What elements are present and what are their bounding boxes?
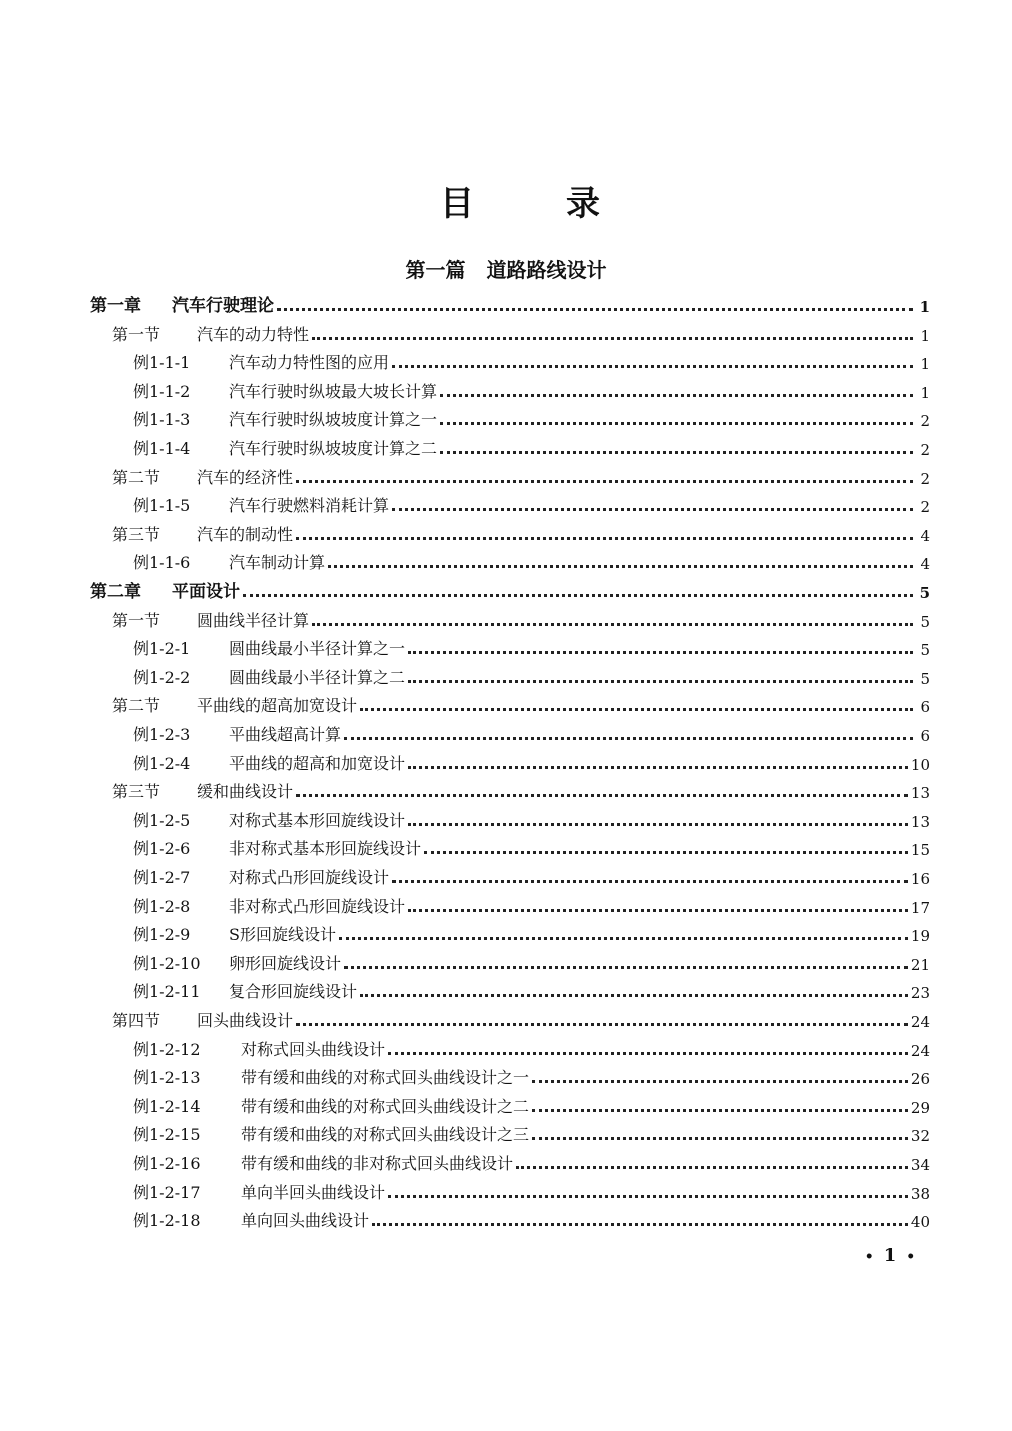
toc-entry-page: 2 [920,441,930,459]
toc-entry-title: 汽车制动计算 [229,553,326,572]
toc-entry-label [112,779,293,802]
toc-entry-label [112,693,357,716]
toc-entry-title: 对称式回头曲线设计 [241,1040,386,1059]
toc-entry-title: 卵形回旋线设计 [229,954,342,973]
toc-entry-label [133,1180,385,1203]
title-char-1: 目 [440,184,474,224]
toc-entry-example [133,1205,930,1231]
toc-entry-number: 例1-2-7 [133,868,191,887]
toc-entry-example [133,976,930,1002]
toc-entry-label [133,722,341,745]
toc-leader-dots [424,851,908,854]
toc-entry-page: 2 [920,412,930,430]
toc-entry-page: 1 [920,384,930,402]
part-name: 道路路线设计 [486,258,607,282]
toc-entry-section [112,319,930,345]
toc-entry-page: 10 [910,756,930,774]
toc-entry-section [112,690,930,716]
toc-entry-section [112,776,930,802]
toc-entry-number: 例1-2-14 [133,1097,201,1116]
toc-entry-label [133,436,437,459]
toc-entry-label [112,522,293,545]
toc-entry-page: 6 [920,698,930,716]
toc-leader-dots [440,422,913,425]
toc-entry-chapter [90,576,930,602]
toc-entry-label [90,577,240,602]
toc-entry-number: 例1-2-5 [133,811,191,830]
toc-entry-number: 例1-2-10 [133,954,201,973]
toc-entry-label [133,836,421,859]
toc-entry-label [133,636,405,659]
toc-leader-dots [344,737,913,740]
toc-leader-dots [296,537,913,540]
toc-entry-title: 圆曲线最小半径计算之一 [229,639,406,658]
toc-leader-dots [312,337,913,340]
toc-entry-example [133,1062,930,1088]
toc-entry-number: 第二节 [112,468,161,487]
toc-entry-title: 非对称式凸形回旋线设计 [229,897,406,916]
toc-entry-number: 第二章 [90,582,141,602]
toc-leader-dots [296,794,908,797]
toc-entry-label [133,865,389,888]
toc-entry-section [112,519,930,545]
toc-entry-example [133,1177,930,1203]
toc-entry-example [133,662,930,688]
toc-entry-label [133,1037,385,1060]
toc-entry-page: 1 [920,327,930,345]
toc-entry-page: 1 [919,298,930,316]
toc-leader-dots [388,1052,908,1055]
toc-entry-label [112,322,309,345]
toc-entry-example [133,347,930,373]
toc-entry-title: 汽车行驶时纵坡最大坡长计算 [229,382,438,401]
toc-entry-example [133,547,930,573]
toc-entry-page: 38 [910,1185,930,1203]
toc-leader-dots [440,394,913,397]
toc-entry-example [133,919,930,945]
toc-entry-title: 平面设计 [172,582,240,602]
toc-entry-title: 单向半回头曲线设计 [241,1183,386,1202]
toc-entry-example [133,404,930,430]
toc-entry-label [133,894,405,917]
toc-entry-label [133,979,357,1002]
toc-leader-dots [344,966,908,969]
toc-entry-label [90,291,274,316]
toc-entry-chapter [90,290,930,316]
bullet-right-icon: • [906,1249,916,1265]
toc-entry-example [133,1091,930,1117]
toc-entry-number: 例1-2-4 [133,754,191,773]
toc-entry-title: 对称式基本形回旋线设计 [229,811,406,830]
toc-entry-number: 例1-2-17 [133,1183,201,1202]
toc-entry-example [133,805,930,831]
toc-leader-dots [243,594,913,597]
toc-entry-number: 例1-2-9 [133,925,191,944]
toc-entry-title: 带有缓和曲线的对称式回头曲线设计之一 [241,1068,530,1087]
toc-entry-example [133,1119,930,1145]
toc-entry-number: 例1-1-3 [133,410,191,429]
toc-leader-dots [408,651,913,654]
toc-entry-label [133,379,437,402]
toc-leader-dots [392,880,908,883]
toc-entry-number: 例1-2-12 [133,1040,201,1059]
toc-entry-section [112,462,930,488]
toc-entry-page: 24 [910,1042,930,1060]
toc-entry-title: 汽车的经济性 [197,468,294,487]
toc-entry-number: 例1-1-4 [133,439,191,458]
toc-entry-page: 6 [920,727,930,745]
toc-entry-label [133,493,389,516]
toc-entry-number: 例1-1-2 [133,382,191,401]
toc-entry-number: 例1-2-1 [133,639,191,658]
toc-leader-dots [408,680,913,683]
toc-entry-example [133,891,930,917]
toc-leader-dots [392,365,913,368]
toc-entry-label [133,951,341,974]
toc-entry-example [133,862,930,888]
bullet-left-icon: • [864,1249,874,1265]
toc-entry-number: 例1-2-15 [133,1125,201,1144]
toc-entry-title: 汽车行驶理论 [172,296,274,316]
toc-leader-dots [532,1109,908,1112]
toc-entry-page: 34 [910,1156,930,1174]
toc-entry-example [133,719,930,745]
toc-entry-label [112,465,293,488]
toc-entry-page: 5 [920,641,930,659]
toc-entry-example [133,490,930,516]
toc-entry-title: 带有缓和曲线的对称式回头曲线设计之三 [241,1125,530,1144]
toc-entry-example [133,376,930,402]
toc-entry-label [133,922,336,945]
toc-entry-page: 4 [920,527,930,545]
toc-entry-label [133,1094,529,1117]
toc-entry-title: S形回旋线设计 [229,925,336,944]
part-heading [0,254,1012,283]
toc-entry-example [133,1148,930,1174]
toc-entry-page: 32 [910,1127,930,1145]
toc-leader-dots [532,1137,908,1140]
toc-entry-page: 26 [910,1070,930,1088]
toc-entry-page: 15 [910,841,930,859]
toc-entry-label [112,608,309,631]
toc-entry-title: 缓和曲线设计 [197,782,294,801]
toc-leader-dots [532,1080,908,1083]
toc-entry-page: 5 [920,670,930,688]
toc-entry-number: 第二节 [112,696,161,715]
toc-entry-number: 例1-1-1 [133,353,191,372]
toc-entry-example [133,748,930,774]
toc-entry-label [133,1151,513,1174]
toc-entry-title: 汽车行驶燃料消耗计算 [229,496,390,515]
toc-entry-page: 19 [910,927,930,945]
toc-entry-number: 第一节 [112,611,161,630]
toc-entry-title: 平曲线的超高和加宽设计 [229,754,406,773]
toc-leader-dots [296,1023,908,1026]
toc-leader-dots [408,766,908,769]
toc-entry-page: 23 [910,984,930,1002]
toc-entry-label [133,407,437,430]
toc-entry-example [133,633,930,659]
toc-entry-label [133,808,405,831]
toc-leader-dots [328,565,913,568]
toc-entry-number: 第四节 [112,1011,161,1030]
toc-entry-title: 汽车动力特性图的应用 [229,353,390,372]
toc-entry-page: 24 [910,1013,930,1031]
toc-entry-number: 第一章 [90,296,141,316]
toc-entry-example [133,1034,930,1060]
toc-leader-dots [360,708,913,711]
toc-entry-label [133,1122,529,1145]
toc-entry-page: 4 [920,555,930,573]
toc-entry-number: 例1-2-13 [133,1068,201,1087]
toc-entry-number: 例1-2-6 [133,839,191,858]
toc-entry-title: 非对称式基本形回旋线设计 [229,839,422,858]
toc-entry-number: 例1-2-16 [133,1154,201,1173]
toc-entry-page: 21 [910,956,930,974]
toc-leader-dots [277,308,913,311]
toc-entry-example [133,833,930,859]
toc-entry-page: 13 [910,784,930,802]
toc-leader-dots [408,823,908,826]
page-number [850,1245,930,1266]
toc-leader-dots [312,623,913,626]
toc-entry-title: 对称式凸形回旋线设计 [229,868,390,887]
toc-entry-label [133,350,389,373]
toc-entry-label [133,665,405,688]
toc-leader-dots [440,451,913,454]
toc-entry-example [133,948,930,974]
toc-entry-section [112,605,930,631]
toc-entry-number: 例1-2-18 [133,1211,201,1230]
toc-entry-number: 例1-2-8 [133,897,191,916]
toc-entry-example [133,433,930,459]
toc-entry-title: 圆曲线半径计算 [197,611,310,630]
toc-entry-page: 5 [919,584,930,602]
toc-entry-title: 汽车行驶时纵坡坡度计算之一 [229,410,438,429]
toc-entry-title: 单向回头曲线设计 [241,1211,370,1230]
toc-entry-title: 回头曲线设计 [197,1011,294,1030]
toc-entry-page: 16 [910,870,930,888]
toc-entry-number: 第三节 [112,782,161,801]
toc-entry-label [133,751,405,774]
toc-entry-page: 1 [920,355,930,373]
title-char-2: 录 [566,184,600,224]
toc-entry-page: 17 [910,899,930,917]
toc-entry-number: 例1-2-3 [133,725,191,744]
toc-entry-section [112,1005,930,1031]
toc-entry-label [133,1208,369,1231]
toc-entry-number: 例1-1-6 [133,553,191,572]
toc-entry-page: 40 [910,1213,930,1231]
toc-entry-page: 5 [920,613,930,631]
toc-entry-title: 圆曲线最小半径计算之二 [229,668,406,687]
toc-leader-dots [360,994,908,997]
toc-leader-dots [408,909,908,912]
toc-entry-title: 汽车行驶时纵坡坡度计算之二 [229,439,438,458]
toc-entry-title: 复合形回旋线设计 [229,982,358,1001]
toc-entry-label [133,550,325,573]
toc-entry-label [133,1065,529,1088]
toc-entry-title: 带有缓和曲线的非对称式回头曲线设计 [241,1154,514,1173]
toc-entry-page: 13 [910,813,930,831]
toc-entry-page: 29 [910,1099,930,1117]
toc-entry-page: 2 [920,470,930,488]
toc-leader-dots [296,480,913,483]
toc-entry-number: 例1-1-5 [133,496,191,515]
toc-entry-number: 例1-2-2 [133,668,191,687]
toc-leader-dots [516,1166,908,1169]
part-label: 第一篇 [405,258,466,282]
toc-entry-title: 平曲线的超高加宽设计 [197,696,358,715]
toc-entry-page: 2 [920,498,930,516]
toc-entry-title: 汽车的制动性 [197,525,294,544]
toc-leader-dots [392,508,913,511]
toc-leader-dots [388,1195,908,1198]
toc-entry-number: 第一节 [112,325,161,344]
toc-entry-title: 平曲线超高计算 [229,725,342,744]
toc-leader-dots [339,937,908,940]
toc-entry-title: 汽车的动力特性 [197,325,310,344]
toc-entry-title: 带有缓和曲线的对称式回头曲线设计之二 [241,1097,530,1116]
toc-entry-number: 第三节 [112,525,161,544]
toc-entry-number: 例1-2-11 [133,982,201,1001]
toc-entry-label [112,1008,293,1031]
page-number-value: 1 [883,1245,897,1266]
toc-leader-dots [372,1223,908,1226]
